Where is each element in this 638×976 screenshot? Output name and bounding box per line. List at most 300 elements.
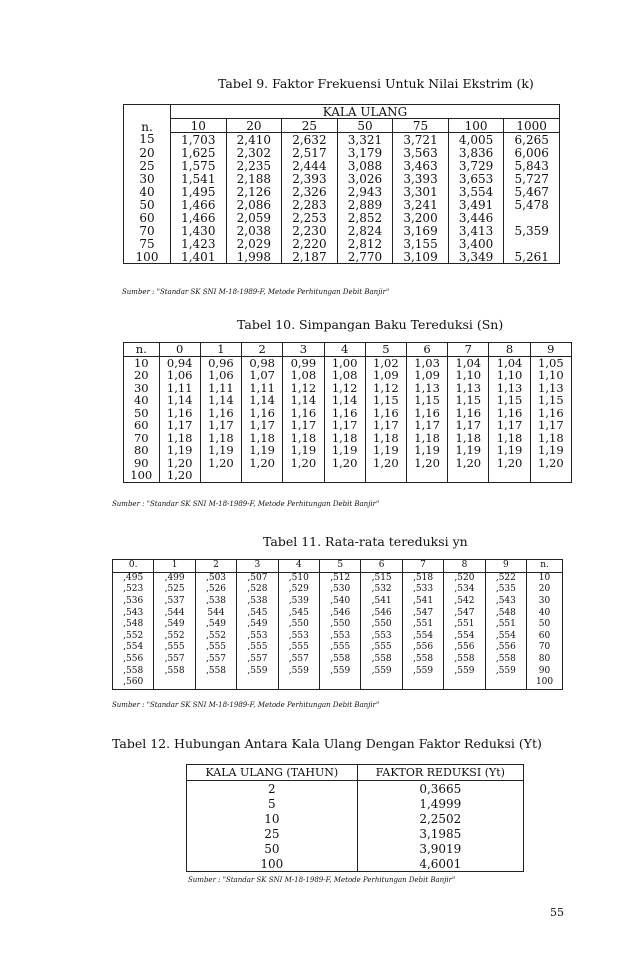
table11-cell: ,520 xyxy=(444,572,485,584)
table10-cell: 90 xyxy=(124,457,160,470)
table-row xyxy=(124,407,572,420)
table-row xyxy=(124,198,560,211)
table10-cell: 1,15 xyxy=(448,394,489,407)
table-row xyxy=(187,841,524,856)
table9-column-header: 20 xyxy=(226,119,282,133)
table12-cell: 2,2502 xyxy=(357,811,523,826)
table-row xyxy=(113,607,563,619)
table12-column-header: KALA ULANG (TAHUN) xyxy=(187,765,358,781)
table11-cell: 544 xyxy=(195,607,236,619)
table10-cell: 1,13 xyxy=(530,382,571,395)
table11-column-header: 8 xyxy=(444,560,485,573)
table-row xyxy=(124,369,572,382)
table11-cell: 70 xyxy=(527,642,563,654)
table10-cell: 1,16 xyxy=(365,407,406,420)
table9-cell: 3,653 xyxy=(448,172,504,185)
table11-cell: ,555 xyxy=(361,642,402,654)
table10-source: Sumber : "Standar SK SNI M-18-1989-F, Metode Perhitungan Debit Banjir" xyxy=(112,500,380,508)
table10-cell: 1,06 xyxy=(200,369,241,382)
table10-cell: 1,17 xyxy=(283,419,324,432)
table11-cell: ,553 xyxy=(361,631,402,643)
table9-group-header-row xyxy=(124,105,560,119)
table11-cell: ,552 xyxy=(195,631,236,643)
table9-cell: 1,703 xyxy=(171,133,227,147)
table9-cell: 100 xyxy=(124,250,171,264)
table10-cell: 1,16 xyxy=(530,407,571,420)
table11-cell: ,544 xyxy=(154,607,195,619)
table10-cell: 1,13 xyxy=(406,382,447,395)
table11-cell: 20 xyxy=(527,584,563,596)
table11-cell xyxy=(444,677,485,689)
table11-cell: ,543 xyxy=(485,596,526,608)
table9-cell: 5,478 xyxy=(504,198,560,211)
table10-cell: 1,17 xyxy=(324,419,365,432)
table-row xyxy=(124,185,560,198)
table9-cell: 3,563 xyxy=(393,146,449,159)
table11-cell: ,507 xyxy=(237,572,278,584)
table11-cell: ,551 xyxy=(402,619,443,631)
table12-cell: 4,6001 xyxy=(357,856,523,872)
table-row xyxy=(124,356,572,369)
table10-cell: 0,98 xyxy=(242,356,283,369)
table9-cell: 5,467 xyxy=(504,185,560,198)
table11-cell: ,510 xyxy=(278,572,319,584)
table11-cell: ,558 xyxy=(402,654,443,666)
table10-cell xyxy=(242,469,283,482)
table10-cell: 1,07 xyxy=(242,369,283,382)
table10-cell: 30 xyxy=(124,382,160,395)
table11-cell xyxy=(320,677,361,689)
table9-cell: 2,126 xyxy=(226,185,282,198)
table10-cell: 0,99 xyxy=(283,356,324,369)
table10-cell: 1,18 xyxy=(324,432,365,445)
table10-cell: 1,17 xyxy=(406,419,447,432)
table11-cell: ,549 xyxy=(154,619,195,631)
table10-column-header: 4 xyxy=(324,343,365,357)
table11-cell: ,555 xyxy=(154,642,195,654)
table9-cell: 6,006 xyxy=(504,146,560,159)
table-row xyxy=(124,224,560,237)
table11-header-row xyxy=(113,560,563,573)
table9-source: Sumber : "Standar SK SNI M-18-1989-F, Metode Perhitungan Debit Banjir" xyxy=(122,288,390,296)
table-row xyxy=(187,781,524,797)
table10-cell: 1,18 xyxy=(530,432,571,445)
table11-cell: ,543 xyxy=(113,607,154,619)
table9-cell: 6,265 xyxy=(504,133,560,147)
table11-cell: ,550 xyxy=(320,619,361,631)
table9-cell: 3,241 xyxy=(393,198,449,211)
table10-cell: 1,11 xyxy=(159,382,200,395)
table10-cell: 1,14 xyxy=(159,394,200,407)
table10-cell: 1,09 xyxy=(406,369,447,382)
table10-cell: 1,16 xyxy=(448,407,489,420)
table10-cell: 60 xyxy=(124,419,160,432)
table9-cell: 3,393 xyxy=(393,172,449,185)
table-row xyxy=(124,250,560,264)
table12-source: Sumber : "Standar SK SNI M-18-1989-F, Metode Perhitungan Debit Banjir" xyxy=(188,876,456,884)
table10-cell: 100 xyxy=(124,469,160,482)
table11-cell xyxy=(402,677,443,689)
table11-cell: 90 xyxy=(527,665,563,677)
table10-cell: 1,18 xyxy=(406,432,447,445)
table10-column-header: 8 xyxy=(489,343,530,357)
table10-cell: 40 xyxy=(124,394,160,407)
table10-cell: 1,13 xyxy=(489,382,530,395)
table9-column-header: 50 xyxy=(337,119,393,133)
table9-cell: 2,187 xyxy=(282,250,338,264)
table9-cell: 15 xyxy=(124,133,171,147)
table-row xyxy=(124,146,560,159)
table11-column-header: 1 xyxy=(154,560,195,573)
table11-cell: ,556 xyxy=(444,642,485,654)
table10-cell: 1,19 xyxy=(242,444,283,457)
table9-cell: 2,393 xyxy=(282,172,338,185)
table11-cell: ,545 xyxy=(278,607,319,619)
table11-cell: ,528 xyxy=(237,584,278,596)
table10-cell xyxy=(200,469,241,482)
table11-cell: ,499 xyxy=(154,572,195,584)
table9-cell: 3,400 xyxy=(448,237,504,250)
table11-cell: ,555 xyxy=(278,642,319,654)
table11-cell: ,558 xyxy=(320,654,361,666)
table9-cell: 2,230 xyxy=(282,224,338,237)
table10-cell: 1,20 xyxy=(530,457,571,470)
table9-cell: 2,410 xyxy=(226,133,282,147)
table11-cell: ,542 xyxy=(444,596,485,608)
table-row xyxy=(187,811,524,826)
table11-cell: 30 xyxy=(527,596,563,608)
table11-cell xyxy=(485,677,526,689)
table10-cell: 1,19 xyxy=(200,444,241,457)
table10-column-header: 0 xyxy=(159,343,200,357)
table12-cell: 100 xyxy=(187,856,358,872)
table10-cell: 1,16 xyxy=(406,407,447,420)
table10-cell: 0,94 xyxy=(159,356,200,369)
table11 xyxy=(112,559,563,690)
table10-cell: 1,08 xyxy=(324,369,365,382)
table11-cell: ,554 xyxy=(402,631,443,643)
table11-cell: 40 xyxy=(527,607,563,619)
table11-cell: ,540 xyxy=(320,596,361,608)
table12-cell: 10 xyxy=(187,811,358,826)
table-row xyxy=(124,237,560,250)
table10-cell: 1,10 xyxy=(489,369,530,382)
table11-cell: ,557 xyxy=(237,654,278,666)
table12-cell: 5 xyxy=(187,796,358,811)
table-row xyxy=(113,654,563,666)
table9-cell: 2,889 xyxy=(337,198,393,211)
table11-cell: ,546 xyxy=(361,607,402,619)
table10-column-header: 6 xyxy=(406,343,447,357)
table11-cell: ,554 xyxy=(113,642,154,654)
table10-cell: 1,18 xyxy=(242,432,283,445)
table11-cell: ,522 xyxy=(485,572,526,584)
table10-cell: 1,08 xyxy=(283,369,324,382)
table10-cell: 1,20 xyxy=(200,457,241,470)
table10-cell: 1,11 xyxy=(200,382,241,395)
table11-cell: ,557 xyxy=(278,654,319,666)
table9-cell: 3,155 xyxy=(393,237,449,250)
table10-cell: 1,12 xyxy=(283,382,324,395)
table10-column-header: 1 xyxy=(200,343,241,357)
table9-cell: 25 xyxy=(124,159,171,172)
table10-cell: 1,19 xyxy=(406,444,447,457)
table11-cell: ,539 xyxy=(278,596,319,608)
table-row xyxy=(113,584,563,596)
table-row xyxy=(124,457,572,470)
table10-cell xyxy=(365,469,406,482)
table9-cell: 2,188 xyxy=(226,172,282,185)
table10-cell: 1,15 xyxy=(489,394,530,407)
table9-column-header: 100 xyxy=(448,119,504,133)
table10-cell: 1,17 xyxy=(200,419,241,432)
table11-cell: ,551 xyxy=(444,619,485,631)
table11-cell: ,558 xyxy=(444,654,485,666)
table10-cell: 1,17 xyxy=(365,419,406,432)
table11-cell: ,512 xyxy=(320,572,361,584)
table10-column-header: 5 xyxy=(365,343,406,357)
table11-cell xyxy=(237,677,278,689)
table11-cell: ,549 xyxy=(195,619,236,631)
table11-cell: ,541 xyxy=(402,596,443,608)
table11-cell: ,515 xyxy=(361,572,402,584)
table11-cell: ,558 xyxy=(113,665,154,677)
table9-cell: 50 xyxy=(124,198,171,211)
table10-cell: 1,14 xyxy=(200,394,241,407)
table11-cell: ,555 xyxy=(237,642,278,654)
table9-cell: 30 xyxy=(124,172,171,185)
table12-cell: 3,1985 xyxy=(357,826,523,841)
table9-cell: 60 xyxy=(124,211,171,224)
table9-cell: 1,423 xyxy=(171,237,227,250)
table11-cell: ,559 xyxy=(361,665,402,677)
table10-cell: 1,16 xyxy=(159,407,200,420)
table11-cell: ,530 xyxy=(320,584,361,596)
table-row xyxy=(124,432,572,445)
table12-body xyxy=(187,765,524,872)
table9-cell: 3,301 xyxy=(393,185,449,198)
table9-cell: 3,446 xyxy=(448,211,504,224)
table10-cell: 1,18 xyxy=(489,432,530,445)
table9-column-header: 25 xyxy=(282,119,338,133)
table-row xyxy=(124,211,560,224)
table10-cell: 0,96 xyxy=(200,356,241,369)
table10-cell xyxy=(283,469,324,482)
table9-cell: 3,413 xyxy=(448,224,504,237)
table10-cell: 1,19 xyxy=(324,444,365,457)
table9-cell: 3,554 xyxy=(448,185,504,198)
table11-cell: ,495 xyxy=(113,572,154,584)
table10-cell: 1,19 xyxy=(283,444,324,457)
table11-cell: ,538 xyxy=(195,596,236,608)
table10-cell: 50 xyxy=(124,407,160,420)
table11-cell: 60 xyxy=(527,631,563,643)
table-row xyxy=(124,444,572,457)
table11-cell: 10 xyxy=(527,572,563,584)
table11-cell: ,559 xyxy=(485,665,526,677)
table11-cell: ,556 xyxy=(485,642,526,654)
table-row xyxy=(113,665,563,677)
table-row xyxy=(187,856,524,872)
table11-cell: ,559 xyxy=(320,665,361,677)
table9-cell: 2,302 xyxy=(226,146,282,159)
table10-cell: 1,17 xyxy=(489,419,530,432)
table11-column-header: 2 xyxy=(195,560,236,573)
table9-cell: 40 xyxy=(124,185,171,198)
table11-cell: ,560 xyxy=(113,677,154,689)
table11-column-header: 3 xyxy=(237,560,278,573)
table11-caption: Tabel 11. Rata-rata tereduksi yn xyxy=(263,534,468,549)
table10-cell: 1,16 xyxy=(242,407,283,420)
table-row xyxy=(124,469,572,482)
table9-column-header: 1000 xyxy=(504,119,560,133)
table9-cell: 2,283 xyxy=(282,198,338,211)
table11-cell: ,559 xyxy=(402,665,443,677)
table9-cell: 1,625 xyxy=(171,146,227,159)
table11-cell: 100 xyxy=(527,677,563,689)
table10-cell: 10 xyxy=(124,356,160,369)
table-row xyxy=(124,419,572,432)
table9-cell: 2,770 xyxy=(337,250,393,264)
table9-cell: 1,466 xyxy=(171,211,227,224)
table11-cell: ,547 xyxy=(444,607,485,619)
table9-cell: 2,943 xyxy=(337,185,393,198)
table11-cell: ,548 xyxy=(113,619,154,631)
table10-cell: 1,19 xyxy=(159,444,200,457)
table10-cell: 1,20 xyxy=(159,457,200,470)
table10-cell: 1,12 xyxy=(365,382,406,395)
table11-body xyxy=(113,560,563,690)
page-number: 55 xyxy=(550,906,564,919)
table9-cell: 1,575 xyxy=(171,159,227,172)
table10-cell: 1,20 xyxy=(365,457,406,470)
table9-cell: 2,852 xyxy=(337,211,393,224)
table9-cell: 3,491 xyxy=(448,198,504,211)
table10-cell: 1,14 xyxy=(283,394,324,407)
table9 xyxy=(123,104,560,264)
table10-cell: 1,18 xyxy=(283,432,324,445)
table10-cell: 1,14 xyxy=(324,394,365,407)
table9-cell: 2,029 xyxy=(226,237,282,250)
table11-cell: ,554 xyxy=(444,631,485,643)
table-row xyxy=(124,133,560,147)
table10-cell: 1,04 xyxy=(489,356,530,369)
table10-cell: 1,05 xyxy=(530,356,571,369)
table11-cell: ,529 xyxy=(278,584,319,596)
table11-cell: ,503 xyxy=(195,572,236,584)
table9-cell: 1,998 xyxy=(226,250,282,264)
table10-cell: 1,20 xyxy=(448,457,489,470)
table10-cell: 1,15 xyxy=(530,394,571,407)
table10 xyxy=(123,342,572,483)
table-row xyxy=(113,631,563,643)
table11-column-header: 9 xyxy=(485,560,526,573)
table9-cell: 3,463 xyxy=(393,159,449,172)
table9-cell: 1,430 xyxy=(171,224,227,237)
table11-cell: ,536 xyxy=(113,596,154,608)
table9-cell: 5,261 xyxy=(504,250,560,264)
table9-cell: 3,200 xyxy=(393,211,449,224)
table9-cell: 2,632 xyxy=(282,133,338,147)
table10-cell xyxy=(324,469,365,482)
table10-cell: 1,06 xyxy=(159,369,200,382)
table10-cell: 1,02 xyxy=(365,356,406,369)
table11-cell: ,553 xyxy=(320,631,361,643)
table12-cell: 1,4999 xyxy=(357,796,523,811)
table11-cell: ,526 xyxy=(195,584,236,596)
table10-cell: 1,19 xyxy=(489,444,530,457)
table11-column-header: 0. xyxy=(113,560,154,573)
table10-cell: 1,19 xyxy=(365,444,406,457)
table11-cell: 80 xyxy=(527,654,563,666)
table10-cell: 1,20 xyxy=(283,457,324,470)
table10-cell: 1,04 xyxy=(448,356,489,369)
table11-column-header: 6 xyxy=(361,560,402,573)
table9-cell: 75 xyxy=(124,237,171,250)
table11-cell: 50 xyxy=(527,619,563,631)
table11-cell: ,552 xyxy=(113,631,154,643)
table10-cell: 1,17 xyxy=(448,419,489,432)
table9-caption: Tabel 9. Faktor Frekuensi Untuk Nilai Ekstrim (k) xyxy=(218,76,534,91)
table9-cell: 5,843 xyxy=(504,159,560,172)
table11-cell: ,559 xyxy=(237,665,278,677)
table11-cell: ,555 xyxy=(320,642,361,654)
table10-cell: 1,18 xyxy=(159,432,200,445)
table11-cell: ,549 xyxy=(237,619,278,631)
table12-cell: 3,9019 xyxy=(357,841,523,856)
table9-cell xyxy=(504,237,560,250)
table11-cell: ,533 xyxy=(402,584,443,596)
table10-cell: 1,15 xyxy=(406,394,447,407)
table9-cell: 2,086 xyxy=(226,198,282,211)
table9-cell: 3,729 xyxy=(448,159,504,172)
table11-cell: ,541 xyxy=(361,596,402,608)
table11-cell: ,532 xyxy=(361,584,402,596)
table10-cell: 70 xyxy=(124,432,160,445)
table11-cell: ,559 xyxy=(278,665,319,677)
table10-cell: 1,19 xyxy=(448,444,489,457)
table10-cell: 80 xyxy=(124,444,160,457)
table9-cell: 1,401 xyxy=(171,250,227,264)
table9-cell: 3,321 xyxy=(337,133,393,147)
table11-cell: ,545 xyxy=(237,607,278,619)
table11-cell: ,534 xyxy=(444,584,485,596)
table11-cell: ,548 xyxy=(485,607,526,619)
table9-cell: 1,466 xyxy=(171,198,227,211)
table10-cell: 1,17 xyxy=(242,419,283,432)
table9-cell: 2,824 xyxy=(337,224,393,237)
table11-cell: ,550 xyxy=(278,619,319,631)
table11-cell: ,535 xyxy=(485,584,526,596)
table9-cell: 3,109 xyxy=(393,250,449,264)
table11-column-header: n. xyxy=(527,560,563,573)
table11-source: Sumber : "Standar SK SNI M-18-1989-F, Metode Perhitungan Debit Banjir" xyxy=(112,701,380,709)
table-row xyxy=(113,619,563,631)
table10-cell xyxy=(448,469,489,482)
table11-column-header: 5 xyxy=(320,560,361,573)
table9-cell: 3,721 xyxy=(393,133,449,147)
table12 xyxy=(186,764,524,872)
table10-cell: 1,14 xyxy=(242,394,283,407)
table9-cell: 1,541 xyxy=(171,172,227,185)
table10-cell: 1,19 xyxy=(530,444,571,457)
table12-cell: 25 xyxy=(187,826,358,841)
table11-cell: ,538 xyxy=(237,596,278,608)
table10-cell: 1,00 xyxy=(324,356,365,369)
table11-cell: ,525 xyxy=(154,584,195,596)
table10-column-header: 7 xyxy=(448,343,489,357)
table9-cell: 3,088 xyxy=(337,159,393,172)
